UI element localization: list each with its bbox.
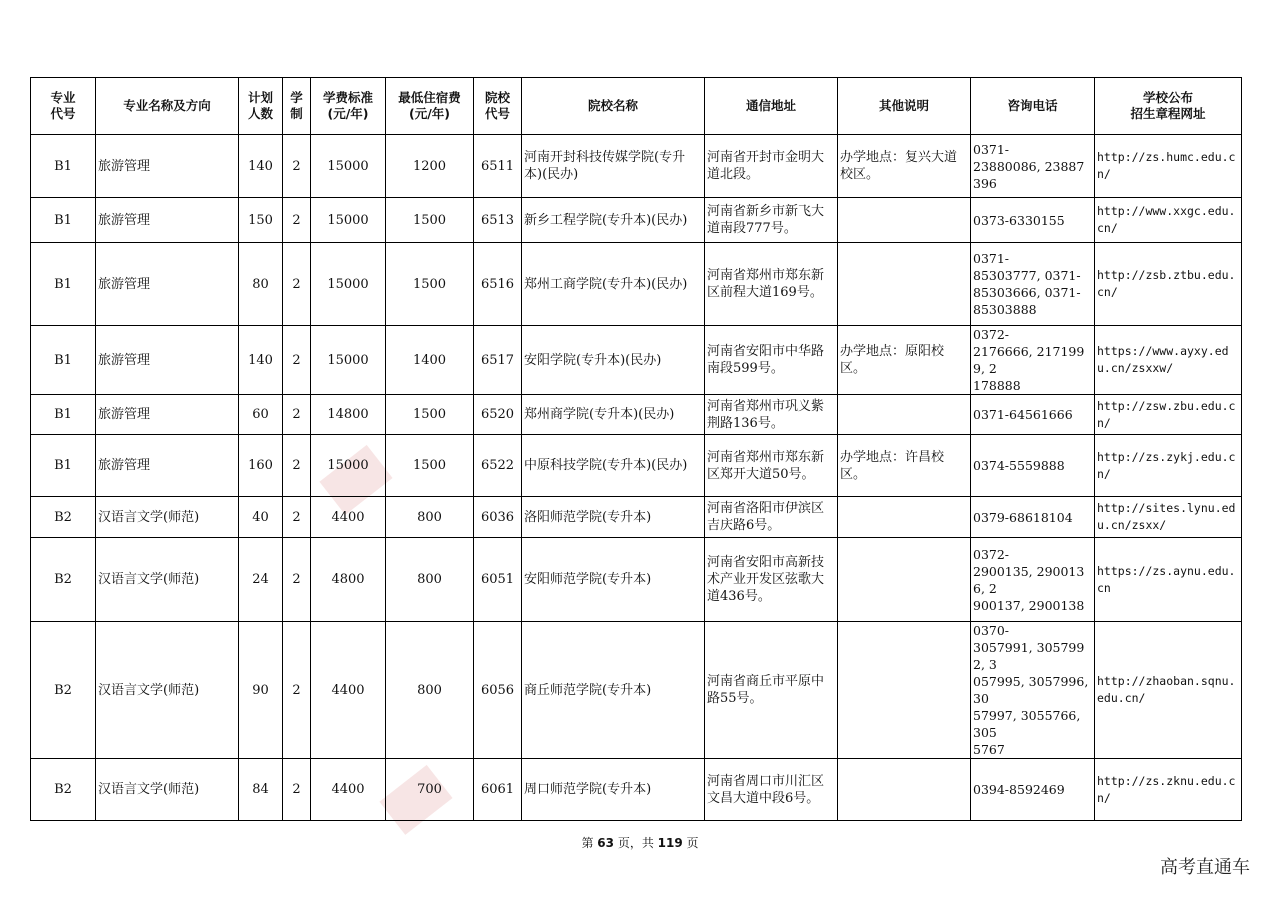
header-phone: 咨询电话	[971, 78, 1095, 135]
row-notes-text: 办学地点：许昌校区。	[840, 449, 945, 482]
row-tuition-text: 14800	[327, 407, 369, 422]
row-years	[283, 326, 311, 395]
row-tuition	[311, 198, 386, 243]
row-plan	[239, 497, 283, 538]
row-years-text: 2	[292, 158, 301, 174]
row-tuition-text: 15000	[327, 212, 369, 228]
row-code	[31, 243, 96, 326]
row-address	[705, 198, 838, 243]
row-plan	[239, 326, 283, 395]
row-dorm-text: 1500	[412, 212, 447, 228]
row-plan	[239, 435, 283, 497]
row-dorm	[386, 538, 474, 622]
row-url	[1095, 622, 1242, 759]
row-code-text: B2	[54, 782, 72, 797]
table-row	[31, 622, 1242, 759]
row-years	[283, 435, 311, 497]
row-tuition	[311, 243, 386, 326]
row-tuition	[311, 497, 386, 538]
row-code	[31, 435, 96, 497]
row-notes	[838, 759, 971, 821]
row-phone	[971, 326, 1095, 395]
row-notes	[838, 243, 971, 326]
row-plan-text: 40	[252, 509, 269, 525]
row-notes-text: 办学地点：原阳校区。	[840, 344, 945, 376]
row-major-text: 汉语言文学(师范)	[98, 572, 200, 587]
row-plan-text: 140	[248, 352, 273, 368]
row-url	[1095, 243, 1242, 326]
row-school-name-text: 商丘师范学院(专升本)	[524, 682, 652, 698]
row-tuition-text: 15000	[327, 458, 369, 473]
row-years	[283, 198, 311, 243]
row-notes	[838, 497, 971, 538]
row-school-code-text: 6513	[480, 212, 515, 228]
row-school-name	[522, 198, 705, 243]
row-phone-text: 0373-6330155	[973, 212, 1065, 228]
row-major	[96, 326, 239, 395]
row-notes	[838, 395, 971, 435]
table-row	[31, 497, 1242, 538]
row-school-name	[522, 243, 705, 326]
row-phone	[971, 435, 1095, 497]
row-address-text: 河南省郑州市郑东新区前程大道169号。	[707, 268, 825, 300]
admissions-table	[30, 77, 1242, 821]
row-school-name-text: 安阳师范学院(专升本)	[524, 572, 652, 587]
row-dorm	[386, 326, 474, 395]
row-address-text: 河南省商丘市平原中路55号。	[707, 674, 825, 706]
row-years	[283, 759, 311, 821]
table-row	[31, 395, 1242, 435]
header-address: 通信地址	[705, 78, 838, 135]
row-phone-text: 0371- 23880086, 23887396	[973, 141, 1085, 191]
row-url-text: http://zs.zykj.edu.cn/	[1097, 449, 1236, 481]
row-url	[1095, 326, 1242, 395]
row-school-name-text: 郑州商学院(专升本)(民办)	[524, 407, 675, 422]
row-phone-text: 0371-64561666	[973, 407, 1073, 422]
row-tuition	[311, 435, 386, 497]
row-code	[31, 622, 96, 759]
row-tuition	[311, 622, 386, 759]
header-dorm: 最低住宿费 (元/年)	[386, 78, 474, 135]
row-tuition	[311, 326, 386, 395]
row-plan	[239, 198, 283, 243]
table-header	[31, 78, 1242, 135]
row-tuition	[311, 759, 386, 821]
row-url-text: http://zsb.ztbu.edu.cn/	[1097, 268, 1236, 299]
row-notes	[838, 326, 971, 395]
row-dorm-text: 1400	[412, 352, 447, 368]
row-address-text: 河南省洛阳市伊滨区吉庆路6号。	[707, 501, 825, 533]
brand-label: 高考直通车	[1160, 857, 1250, 878]
table-row	[31, 243, 1242, 326]
row-code-text: B1	[54, 158, 72, 174]
row-school-code	[474, 759, 522, 821]
row-tuition-text: 4400	[331, 682, 365, 698]
row-url	[1095, 435, 1242, 497]
row-major	[96, 622, 239, 759]
row-years-text: 2	[292, 352, 301, 368]
row-address-text: 河南省新乡市新飞大道南段777号。	[707, 204, 825, 236]
row-url	[1095, 198, 1242, 243]
row-school-code-text: 6056	[480, 682, 515, 698]
header-school-name: 院校名称	[522, 78, 705, 135]
row-code-text: B2	[54, 572, 72, 587]
row-code	[31, 497, 96, 538]
header-code: 专业 代号	[31, 78, 96, 135]
row-plan-text: 140	[248, 158, 273, 174]
header-years: 学 制	[283, 78, 311, 135]
row-years	[283, 497, 311, 538]
row-notes-text: 办学地点：复兴大道校区。	[840, 150, 958, 182]
table-row	[31, 538, 1242, 622]
row-years	[283, 622, 311, 759]
row-dorm	[386, 497, 474, 538]
header-tuition: 学费标准 (元/年)	[311, 78, 386, 135]
row-plan	[239, 395, 283, 435]
row-dorm-text: 800	[417, 509, 442, 525]
row-school-code	[474, 538, 522, 622]
row-code-text: B1	[54, 458, 72, 473]
row-code-text: B1	[54, 276, 72, 292]
row-school-name	[522, 622, 705, 759]
row-plan-text: 80	[252, 276, 269, 292]
row-years-text: 2	[292, 407, 301, 422]
row-dorm-text: 1500	[412, 458, 447, 473]
row-address-text: 河南省安阳市高新技术产业开发区弦歌大道436号。	[707, 555, 825, 604]
row-school-code-text: 6051	[480, 572, 515, 587]
row-major-text: 旅游管理	[98, 352, 151, 368]
row-school-code	[474, 135, 522, 198]
row-url-text: https://zs.aynu.edu.cn	[1097, 563, 1236, 595]
row-phone-text: 0379-68618104	[973, 509, 1073, 525]
row-tuition-text: 4800	[331, 572, 365, 587]
row-url-text: http://sites.lynu.edu.cn/zsxx/	[1097, 501, 1236, 532]
row-code-text: B1	[54, 212, 72, 228]
row-plan-text: 84	[252, 782, 269, 797]
row-tuition	[311, 395, 386, 435]
row-dorm-text: 1200	[412, 158, 447, 174]
row-school-code	[474, 243, 522, 326]
row-url-text: https://www.ayxy.edu.cn/zsxxw/	[1097, 344, 1229, 375]
row-url-text: http://zhaoban.sqnu.edu.cn/	[1097, 674, 1236, 705]
header-plan: 计划 人数	[239, 78, 283, 135]
row-url	[1095, 759, 1242, 821]
header-notes: 其他说明	[838, 78, 971, 135]
table-row	[31, 326, 1242, 395]
row-plan	[239, 538, 283, 622]
row-phone-text: 0371- 85303777, 0371- 85303666, 0371- 85303888	[973, 251, 1081, 317]
row-phone-text: 0372- 2900135, 2900136, 2 900137, 2900138	[973, 546, 1085, 613]
row-url	[1095, 395, 1242, 435]
row-school-name-text: 河南开封科技传媒学院(专升本)(民办)	[524, 150, 686, 182]
page-number: 第 63 页，共 119 页	[581, 836, 699, 850]
row-school-code	[474, 497, 522, 538]
row-years-text: 2	[292, 782, 301, 797]
row-address	[705, 135, 838, 198]
row-code	[31, 759, 96, 821]
row-address	[705, 622, 838, 759]
header-school-code: 院校 代号	[474, 78, 522, 135]
row-code	[31, 395, 96, 435]
row-address	[705, 435, 838, 497]
row-major	[96, 759, 239, 821]
row-phone-text: 0370- 3057991, 3057992, 3 057995, 3057996, 30 57997, 3055766, 305 5767	[973, 623, 1089, 757]
row-school-name	[522, 538, 705, 622]
row-notes	[838, 538, 971, 622]
row-tuition-text: 15000	[327, 276, 369, 292]
row-code-text: B2	[54, 509, 72, 525]
row-phone	[971, 198, 1095, 243]
table-row	[31, 435, 1242, 497]
row-school-code-text: 6036	[480, 509, 515, 525]
row-school-code	[474, 435, 522, 497]
row-major-text: 旅游管理	[98, 407, 151, 422]
row-address	[705, 326, 838, 395]
row-plan-text: 24	[252, 572, 269, 587]
row-phone-text: 0394-8592469	[973, 782, 1065, 797]
row-phone	[971, 538, 1095, 622]
row-url-text: http://zsw.zbu.edu.cn/	[1097, 398, 1236, 430]
row-dorm-text: 1500	[412, 407, 447, 422]
row-address	[705, 497, 838, 538]
row-dorm	[386, 759, 474, 821]
row-url	[1095, 135, 1242, 198]
row-url-text: http://zs.humc.edu.cn/	[1097, 150, 1236, 181]
row-years-text: 2	[292, 276, 301, 292]
row-url-text: http://www.xxgc.edu.cn/	[1097, 204, 1236, 235]
row-major	[96, 198, 239, 243]
row-plan-text: 90	[252, 682, 269, 698]
row-phone	[971, 243, 1095, 326]
row-address-text: 河南省安阳市中华路南段599号。	[707, 344, 825, 376]
row-notes	[838, 198, 971, 243]
row-school-code	[474, 622, 522, 759]
row-plan-text: 160	[248, 458, 273, 473]
table-row	[31, 198, 1242, 243]
row-phone	[971, 759, 1095, 821]
header-url: 学校公布 招生章程网址	[1095, 78, 1242, 135]
row-phone	[971, 395, 1095, 435]
row-notes	[838, 435, 971, 497]
row-notes	[838, 135, 971, 198]
row-dorm-text: 800	[417, 572, 442, 587]
row-dorm	[386, 435, 474, 497]
row-years-text: 2	[292, 458, 301, 473]
row-major	[96, 538, 239, 622]
table-row	[31, 759, 1242, 821]
row-years-text: 2	[292, 572, 301, 587]
row-school-name	[522, 135, 705, 198]
row-major-text: 旅游管理	[98, 158, 151, 174]
row-phone-text: 0374-5559888	[973, 458, 1065, 473]
row-address	[705, 243, 838, 326]
row-dorm	[386, 135, 474, 198]
row-major-text: 汉语言文学(师范)	[98, 782, 200, 797]
row-tuition-text: 4400	[331, 509, 365, 525]
row-years-text: 2	[292, 682, 301, 698]
row-years	[283, 395, 311, 435]
row-school-code-text: 6511	[480, 158, 515, 174]
row-major	[96, 135, 239, 198]
row-dorm-text: 1500	[412, 276, 447, 292]
row-major	[96, 497, 239, 538]
row-years	[283, 135, 311, 198]
row-major-text: 汉语言文学(师范)	[98, 509, 200, 525]
row-url	[1095, 497, 1242, 538]
row-dorm	[386, 622, 474, 759]
row-address	[705, 395, 838, 435]
row-years	[283, 538, 311, 622]
row-major	[96, 395, 239, 435]
row-code-text: B1	[54, 407, 72, 422]
row-dorm-text: 700	[417, 782, 442, 797]
row-plan-text: 150	[248, 212, 273, 228]
row-dorm-text: 800	[417, 682, 442, 698]
row-notes	[838, 622, 971, 759]
row-code	[31, 198, 96, 243]
row-years-text: 2	[292, 212, 301, 228]
row-school-name	[522, 395, 705, 435]
header-major: 专业名称及方向	[96, 78, 239, 135]
row-dorm	[386, 198, 474, 243]
row-address-text: 河南省周口市川汇区文昌大道中段6号。	[707, 773, 825, 806]
row-url-text: http://zs.zknu.edu.cn/	[1097, 773, 1236, 805]
row-dorm	[386, 243, 474, 326]
row-phone-text: 0372- 2176666, 2171999, 2 178888	[973, 327, 1085, 393]
row-address-text: 河南省郑州市巩义紫荆路136号。	[707, 398, 825, 431]
row-phone	[971, 497, 1095, 538]
row-plan	[239, 622, 283, 759]
row-tuition-text: 4400	[331, 782, 365, 797]
row-plan	[239, 243, 283, 326]
row-url	[1095, 538, 1242, 622]
row-school-code	[474, 198, 522, 243]
row-school-name-text: 安阳学院(专升本)(民办)	[524, 352, 662, 368]
row-major-text: 汉语言文学(师范)	[98, 682, 200, 698]
row-school-name	[522, 759, 705, 821]
row-code-text: B2	[54, 682, 72, 698]
row-years	[283, 243, 311, 326]
row-plan	[239, 759, 283, 821]
row-school-code-text: 6517	[480, 352, 515, 368]
table-row	[31, 135, 1242, 198]
row-school-code-text: 6522	[480, 458, 515, 473]
row-school-name-text: 新乡工程学院(专升本)(民办)	[524, 212, 688, 228]
row-tuition-text: 15000	[327, 352, 369, 368]
row-tuition	[311, 538, 386, 622]
row-address-text: 河南省开封市金明大道北段。	[707, 150, 825, 182]
row-plan-text: 60	[252, 407, 269, 422]
row-years-text: 2	[292, 509, 301, 525]
row-tuition-text: 15000	[327, 158, 369, 174]
row-major-text: 旅游管理	[98, 212, 151, 228]
row-tuition	[311, 135, 386, 198]
row-address	[705, 538, 838, 622]
row-phone	[971, 135, 1095, 198]
row-school-name	[522, 435, 705, 497]
row-school-code-text: 6516	[480, 276, 515, 292]
row-major	[96, 435, 239, 497]
row-school-name	[522, 326, 705, 395]
row-school-name	[522, 497, 705, 538]
row-address	[705, 759, 838, 821]
row-dorm	[386, 395, 474, 435]
row-plan	[239, 135, 283, 198]
row-school-name-text: 周口师范学院(专升本)	[524, 782, 652, 797]
row-major	[96, 243, 239, 326]
row-school-code-text: 6061	[480, 782, 515, 797]
row-code	[31, 135, 96, 198]
row-phone	[971, 622, 1095, 759]
row-school-code	[474, 395, 522, 435]
row-school-code	[474, 326, 522, 395]
row-school-name-text: 郑州工商学院(专升本)(民办)	[524, 276, 688, 292]
row-code-text: B1	[54, 352, 72, 368]
row-address-text: 河南省郑州市郑东新区郑开大道50号。	[707, 449, 825, 482]
row-major-text: 旅游管理	[98, 458, 151, 473]
row-school-name-text: 中原科技学院(专升本)(民办)	[524, 458, 688, 473]
row-school-code-text: 6520	[480, 407, 515, 422]
row-code	[31, 538, 96, 622]
row-major-text: 旅游管理	[98, 276, 151, 292]
row-school-name-text: 洛阳师范学院(专升本)	[524, 509, 652, 525]
row-code	[31, 326, 96, 395]
